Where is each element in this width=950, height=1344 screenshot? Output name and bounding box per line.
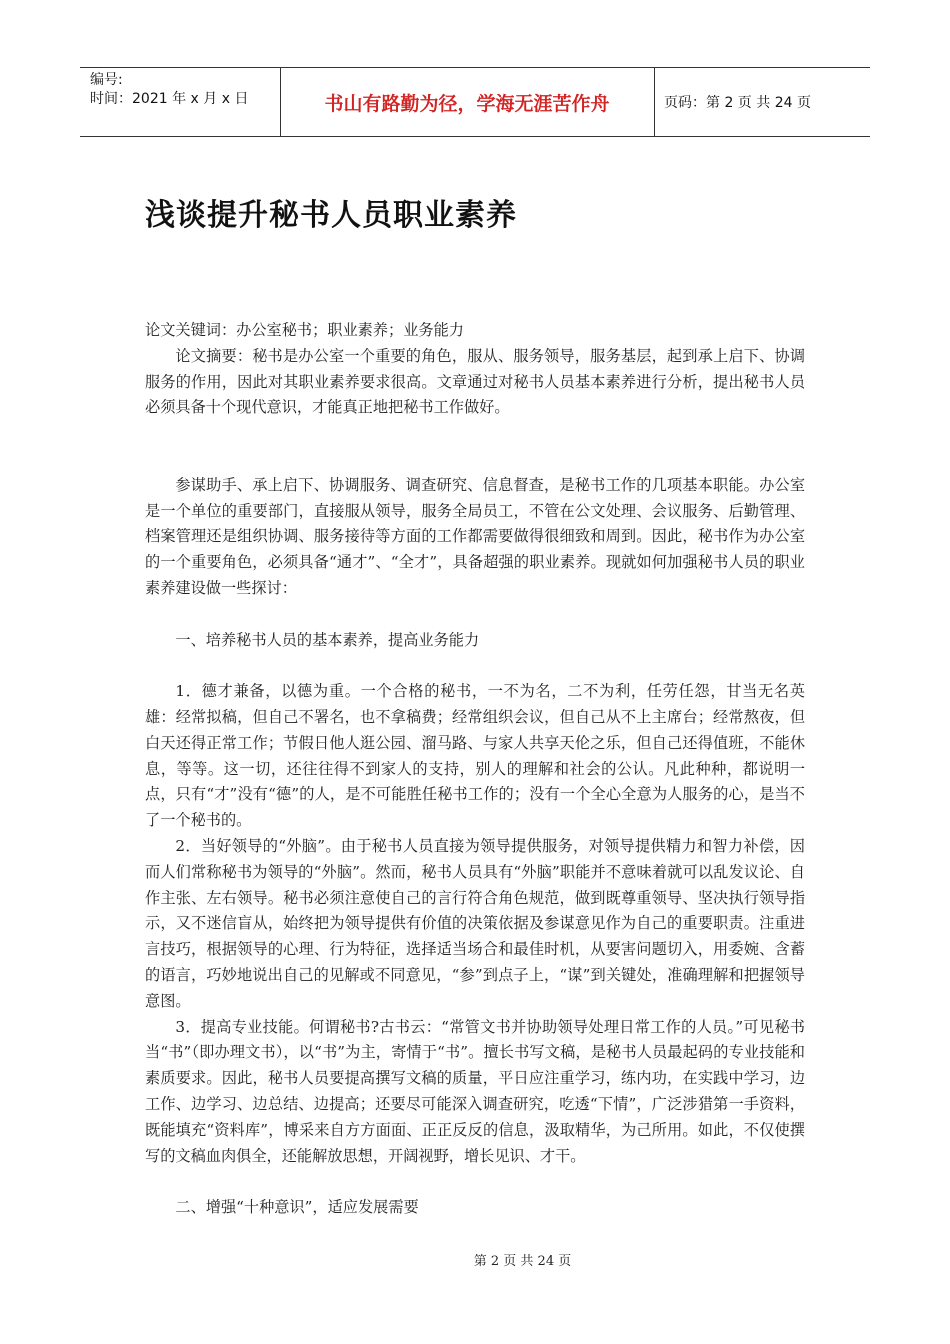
code-label: 编号:: [90, 72, 123, 88]
paragraph-item-1: 1．德才兼备，以德为重。一个合格的秘书，一不为名，二不为利，任劳任怨，甘当无名英雄：经常拟稿，但自己不署名，也不拿稿费；经常组织会议，但自己从不上主席台；经常熬夜，但白天还得正常工作；节假日他人逛公园、溜马路、与家人共享天伦之乐，但自己还得值班，不能休息，等等。这一切，还往往得不到家人的支持，别人的理解和社会的公认。凡此种种，都说明一点，只有“才”没有“德”的人，是不可能胜任秘书工作的；没有一个全心全意为人服务的心，是当不了一个秘书的。: [145, 682, 805, 830]
header-page-label: 页码：第 2 页 共 24 页: [664, 95, 811, 111]
page-header: [80, 67, 870, 137]
document-body: [145, 318, 805, 1221]
document-title: 浅谈提升秘书人员职业素养: [145, 198, 517, 233]
abstract: 论文摘要：秘书是办公室一个重要的角色，服从、服务领导，服务基层，起到承上启下、协调服务的作用，因此对其职业素养要求很高。文章通过对秘书人员基本素养进行分析，提出秘书人员必须具备十个现代意识，才能真正地把秘书工作做好。: [145, 346, 805, 417]
page-footer: 第 2 页 共 24 页: [473, 1254, 572, 1269]
header-motto: 书山有路勤为径，学海无涯苦作舟: [324, 92, 610, 115]
time-label: 时间：2021 年 x 月 x 日: [90, 91, 249, 107]
header-divider: [280, 68, 281, 136]
intro-paragraph: 参谋助手、承上启下、协调服务、调查研究、信息督查，是秘书工作的几项基本职能。办公室是一个单位的重要部门，直接服从领导，服务全局员工，不管在公文处理、会议服务、后勤管理、档案管理还是组织协调、服务接待等方面的工作都需要做得很细致和周到。因此，秘书作为办公室的一个重要角色，必须具备“通才”、“全才”，具备超强的职业素养。现就如何加强秘书人员的职业素养建设做一些探讨：: [145, 475, 805, 597]
section-heading-1: 一、培养秘书人员的基本素养，提高业务能力: [175, 630, 480, 649]
paragraph-item-3: 3．提高专业技能。何谓秘书?古书云：“常管文书并协助领导处理日常工作的人员。”可见秘书当“书”（即办理文书），以“书”为主，寄情于“书”。擅长书写文稿，是秘书人员最起码的专业技能和素质要求。因此，秘书人员要提高撰写文稿的质量，平日应注重学习，练内功，在实践中学习，边工作、边学习、边总结、边提高；还要尽可能深入调查研究，吃透“下情”，广泛涉猎第一手资料，既能填充“资料库”，博采来自方方面面、正正反反的信息，汲取精华，为己所用。如此，不仅使撰写的文稿血肉俱全，还能解放思想，开阔视野，增长见识、才干。: [145, 1017, 805, 1165]
keywords: 论文关键词：办公室秘书；职业素养；业务能力: [145, 321, 464, 339]
header-divider: [654, 68, 655, 136]
header-meta: [90, 71, 248, 109]
section-heading-2: 二、增强“十种意识”，适应发展需要: [175, 1198, 419, 1217]
paragraph-item-2: 2．当好领导的“外脑”。由于秘书人员直接为领导提供服务，对领导提供精力和智力补偿，因而人们常称秘书为领导的“外脑”。然而，秘书人员具有“外脑”职能并不意味着就可以乱发议论、自作主张、左右领导。秘书必须注意使自己的言行符合角色规范，做到既尊重领导、坚决执行领导指示，又不迷信盲从，始终把为领导提供有价值的决策依据及参谋意见作为自己的重要职责。注重进言技巧，根据领导的心理、行为特征，选择适当场合和最佳时机，从要害问题切入，用委婉、含蓄的语言，巧妙地说出自己的见解或不同意见，“参”到点子上，“谋”到关键处，准确理解和把握领导意图。: [145, 836, 805, 1010]
